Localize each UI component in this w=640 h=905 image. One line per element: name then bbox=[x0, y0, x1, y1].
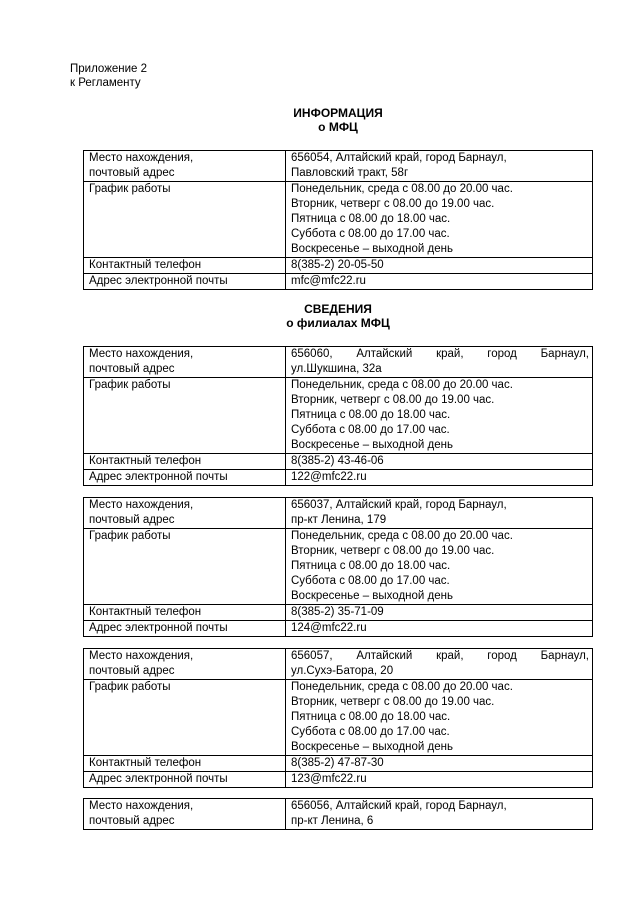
value-cell bbox=[286, 756, 593, 772]
schedule-line: Вторник, четверг с 08.00 до 19.00 час. bbox=[291, 696, 495, 708]
schedule-line: Пятница с 08.00 до 18.00 час. bbox=[291, 409, 451, 421]
label-cell bbox=[84, 454, 286, 470]
phone-value: 8(385-2) 35-71-09 bbox=[291, 606, 384, 618]
label-cell bbox=[84, 649, 286, 680]
phone-label: Контактный телефон bbox=[89, 455, 202, 467]
schedule-line: Вторник, четверг с 08.00 до 19.00 час. bbox=[291, 394, 495, 406]
address-text: 656054, Алтайский край, город Барнаул, bbox=[291, 152, 507, 164]
info-title: ИНФОРМАЦИЯ bbox=[293, 106, 383, 120]
schedule-line: Пятница с 08.00 до 18.00 час. bbox=[291, 213, 451, 225]
schedule-line: Вторник, четверг с 08.00 до 19.00 час. bbox=[291, 198, 495, 210]
schedule-line: Пятница с 08.00 до 18.00 час. bbox=[291, 560, 451, 572]
mfc-info-table bbox=[83, 150, 593, 290]
label-cell bbox=[84, 347, 286, 378]
info-subtitle: о МФЦ bbox=[318, 120, 358, 134]
table-row bbox=[84, 258, 593, 274]
branch-table bbox=[83, 798, 593, 830]
email-label: Адрес электронной почты bbox=[89, 471, 228, 483]
table-row bbox=[84, 454, 593, 470]
phone-value: 8(385-2) 20-05-50 bbox=[291, 259, 384, 271]
label-cell bbox=[84, 605, 286, 621]
email-value: mfc@mfc22.ru bbox=[291, 275, 366, 287]
branch-table bbox=[83, 497, 593, 637]
value-cell bbox=[286, 799, 593, 830]
phone-label: Контактный телефон bbox=[89, 757, 202, 769]
value-cell bbox=[286, 470, 593, 486]
value-cell bbox=[286, 454, 593, 470]
value-cell bbox=[286, 347, 593, 378]
schedule-line: Воскресенье – выходной день bbox=[291, 590, 453, 602]
appendix-line: Приложение 2 bbox=[70, 63, 148, 75]
schedule-line: Воскресенье – выходной день bbox=[291, 243, 453, 255]
table-row bbox=[84, 799, 593, 830]
schedule-line: Понедельник, среда с 08.00 до 20.00 час. bbox=[291, 183, 513, 195]
address-text: 656060, Алтайский край, город Барнаул, bbox=[291, 348, 589, 360]
value-cell bbox=[286, 649, 593, 680]
address-text: 656056, Алтайский край, город Барнаул, bbox=[291, 800, 507, 812]
email-label: Адрес электронной почты bbox=[89, 622, 228, 634]
label-cell bbox=[84, 680, 286, 756]
address-text: ул.Шукшина, 32а bbox=[291, 363, 382, 375]
label-cell bbox=[84, 498, 286, 529]
value-cell bbox=[286, 529, 593, 605]
info-heading bbox=[83, 106, 593, 134]
value-cell bbox=[286, 258, 593, 274]
address-text: ул.Сухэ-Батора, 20 bbox=[291, 665, 394, 677]
schedule-label: График работы bbox=[89, 530, 171, 542]
schedule-label: График работы bbox=[89, 183, 171, 195]
schedule-line: Пятница с 08.00 до 18.00 час. bbox=[291, 711, 451, 723]
location-label: Место нахождения, bbox=[89, 499, 194, 511]
location-label: Место нахождения, bbox=[89, 152, 194, 164]
branches-subtitle: о филиалах МФЦ bbox=[286, 316, 390, 330]
email-value: 122@mfc22.ru bbox=[291, 471, 367, 483]
location-label: почтовый адрес bbox=[89, 815, 175, 827]
location-label: Место нахождения, bbox=[89, 348, 194, 360]
value-cell bbox=[286, 605, 593, 621]
table-row bbox=[84, 772, 593, 788]
table-row bbox=[84, 605, 593, 621]
location-label: почтовый адрес bbox=[89, 665, 175, 677]
table-row bbox=[84, 182, 593, 258]
label-cell bbox=[84, 182, 286, 258]
value-cell bbox=[286, 378, 593, 454]
table-row bbox=[84, 756, 593, 772]
schedule-line: Суббота с 08.00 до 17.00 час. bbox=[291, 726, 450, 738]
branches-heading bbox=[83, 302, 593, 330]
value-cell bbox=[286, 182, 593, 258]
branches-title: СВЕДЕНИЯ bbox=[304, 302, 372, 316]
location-label: почтовый адрес bbox=[89, 167, 175, 179]
table-row bbox=[84, 347, 593, 378]
label-cell bbox=[84, 470, 286, 486]
location-label: Место нахождения, bbox=[89, 650, 194, 662]
branch-table bbox=[83, 346, 593, 486]
table-row bbox=[84, 680, 593, 756]
email-value: 123@mfc22.ru bbox=[291, 773, 367, 785]
location-label: почтовый адрес bbox=[89, 514, 175, 526]
label-cell bbox=[84, 258, 286, 274]
label-cell bbox=[84, 756, 286, 772]
phone-label: Контактный телефон bbox=[89, 259, 202, 271]
value-cell bbox=[286, 680, 593, 756]
label-cell bbox=[84, 799, 286, 830]
address-text: пр-кт Ленина, 6 bbox=[291, 815, 374, 827]
table-row bbox=[84, 649, 593, 680]
label-cell bbox=[84, 621, 286, 637]
schedule-line: Суббота с 08.00 до 17.00 час. bbox=[291, 424, 450, 436]
phone-label: Контактный телефон bbox=[89, 606, 202, 618]
table-row bbox=[84, 621, 593, 637]
address-text: 656037, Алтайский край, город Барнаул, bbox=[291, 499, 507, 511]
label-cell bbox=[84, 274, 286, 290]
value-cell bbox=[286, 498, 593, 529]
address-text: 656057, Алтайский край, город Барнаул, bbox=[291, 650, 589, 662]
table-row bbox=[84, 470, 593, 486]
schedule-line: Понедельник, среда с 08.00 до 20.00 час. bbox=[291, 379, 513, 391]
schedule-line: Суббота с 08.00 до 17.00 час. bbox=[291, 228, 450, 240]
phone-value: 8(385-2) 47-87-30 bbox=[291, 757, 384, 769]
address-text: пр-кт Ленина, 179 bbox=[291, 514, 387, 526]
schedule-line: Вторник, четверг с 08.00 до 19.00 час. bbox=[291, 545, 495, 557]
label-cell bbox=[84, 772, 286, 788]
label-cell bbox=[84, 529, 286, 605]
label-cell bbox=[84, 378, 286, 454]
schedule-label: График работы bbox=[89, 379, 171, 391]
appendix-note bbox=[70, 62, 147, 90]
table-row bbox=[84, 529, 593, 605]
schedule-line: Суббота с 08.00 до 17.00 час. bbox=[291, 575, 450, 587]
value-cell bbox=[286, 621, 593, 637]
schedule-line: Понедельник, среда с 08.00 до 20.00 час. bbox=[291, 530, 513, 542]
location-label: Место нахождения, bbox=[89, 800, 194, 812]
table-row bbox=[84, 498, 593, 529]
appendix-line: к Регламенту bbox=[70, 77, 141, 89]
label-cell bbox=[84, 151, 286, 182]
table-row bbox=[84, 151, 593, 182]
branch-table bbox=[83, 648, 593, 788]
schedule-line: Воскресенье – выходной день bbox=[291, 439, 453, 451]
schedule-label: График работы bbox=[89, 681, 171, 693]
email-label: Адрес электронной почты bbox=[89, 773, 228, 785]
value-cell bbox=[286, 151, 593, 182]
location-label: почтовый адрес bbox=[89, 363, 175, 375]
phone-value: 8(385-2) 43-46-06 bbox=[291, 455, 384, 467]
schedule-line: Воскресенье – выходной день bbox=[291, 741, 453, 753]
table-row bbox=[84, 274, 593, 290]
schedule-line: Понедельник, среда с 08.00 до 20.00 час. bbox=[291, 681, 513, 693]
value-cell bbox=[286, 274, 593, 290]
table-row bbox=[84, 378, 593, 454]
value-cell bbox=[286, 772, 593, 788]
email-value: 124@mfc22.ru bbox=[291, 622, 367, 634]
email-label: Адрес электронной почты bbox=[89, 275, 228, 287]
address-text: Павловский тракт, 58г bbox=[291, 167, 409, 179]
